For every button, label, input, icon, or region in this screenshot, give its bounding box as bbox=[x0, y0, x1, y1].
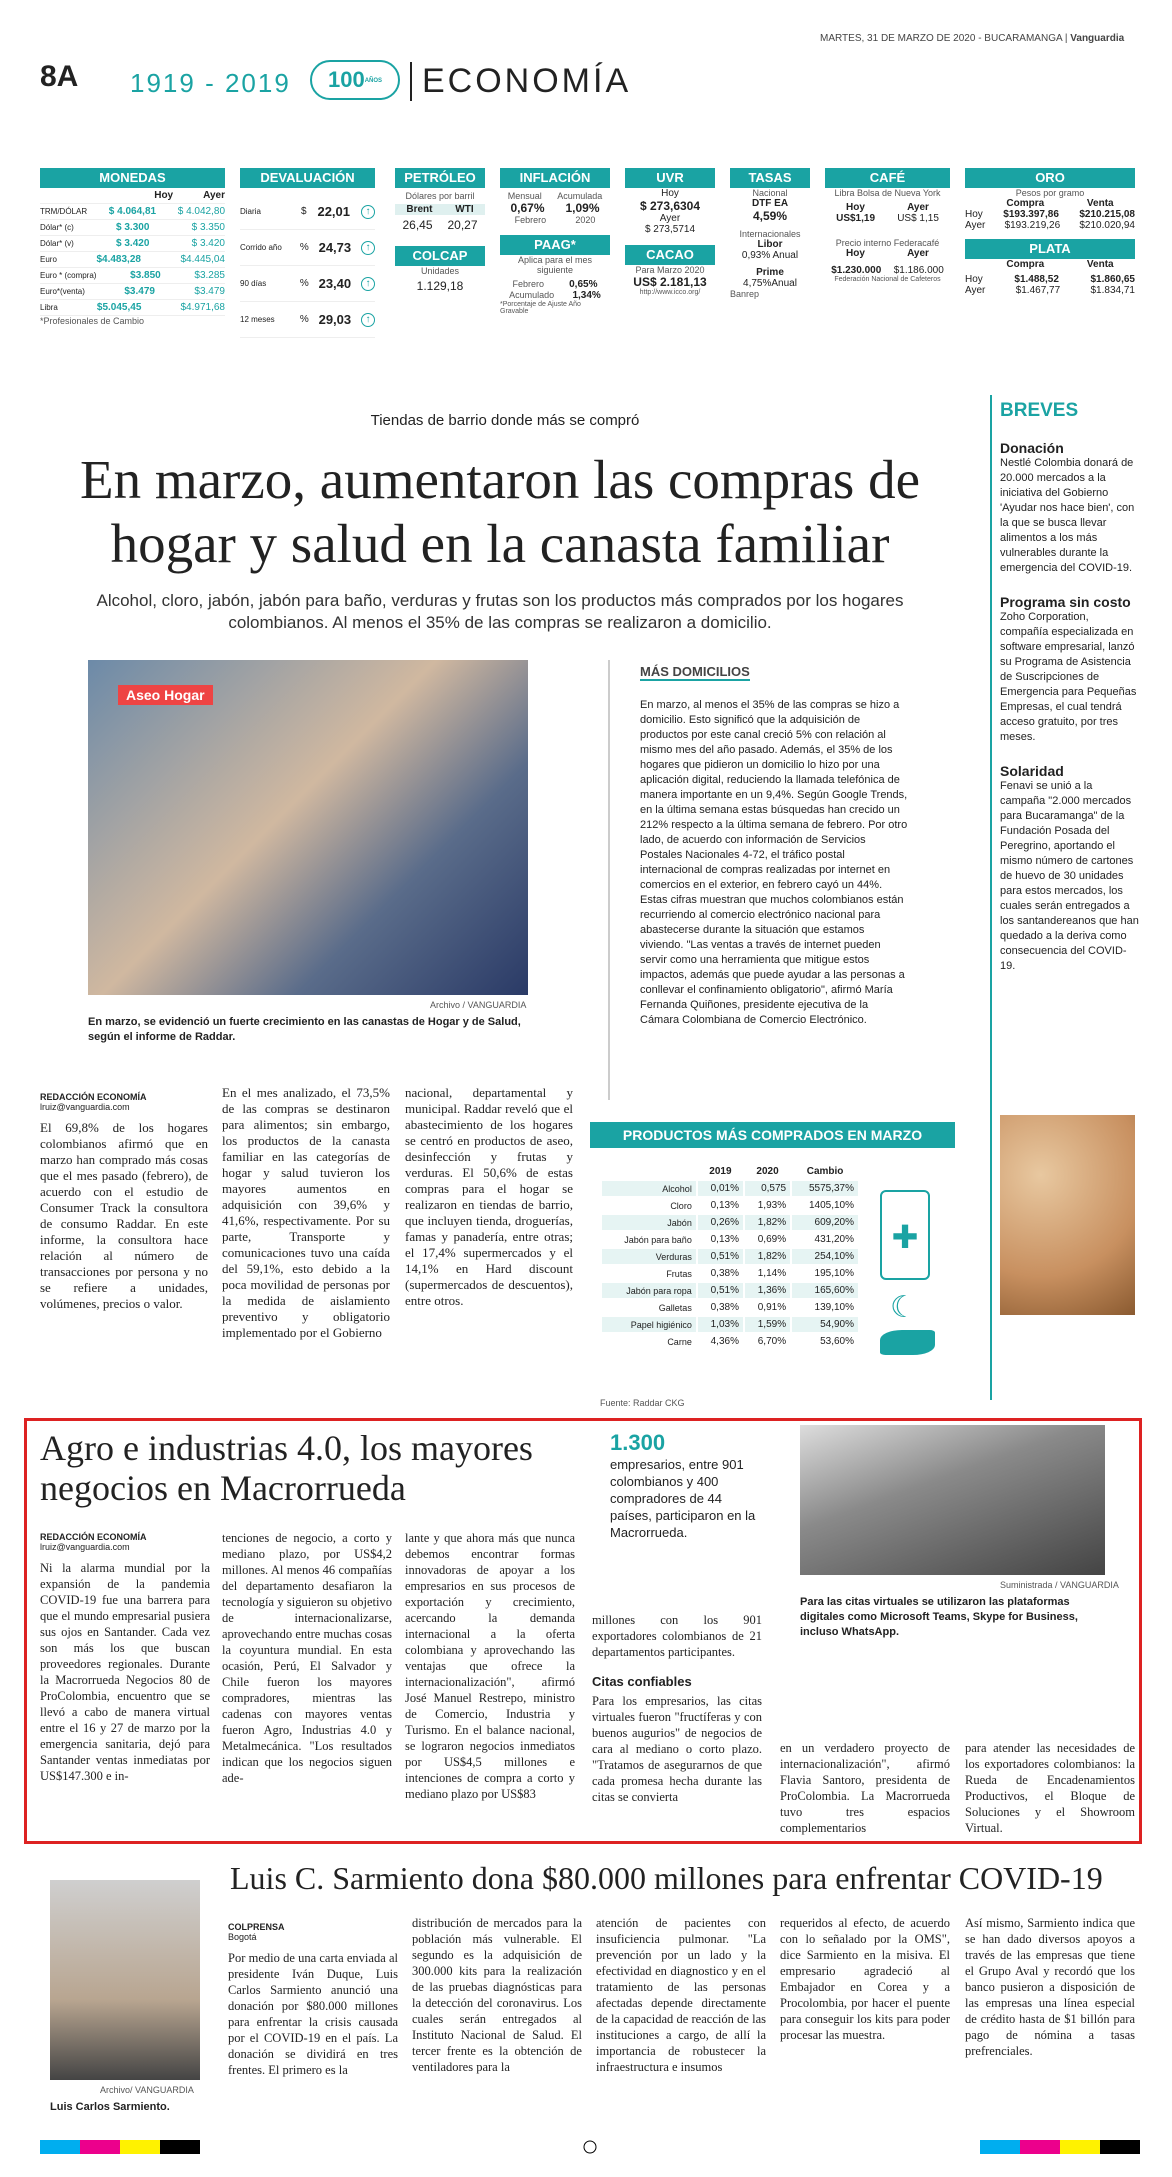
cafe-ayer-label: Ayer bbox=[907, 202, 929, 213]
tasas-sub: Nacional bbox=[752, 188, 788, 198]
deval-value: 22,01 bbox=[317, 204, 351, 219]
products-source: Fuente: Raddar CKG bbox=[600, 1398, 685, 1408]
currency-label: Dólar* (v) bbox=[40, 239, 74, 248]
devaluacion-row bbox=[240, 302, 375, 338]
monedas-row bbox=[40, 220, 225, 236]
currency-hoy: $5.045,45 bbox=[96, 302, 142, 313]
colcap-sub: Unidades bbox=[420, 266, 460, 276]
sarmiento-col-5: Así mismo, Sarmiento indica que se han dado diversos apoyos a través de las empresas que tiene el Grupo Aval y recordó que los banco pusieron a disposición de las empresas una línea especial de crédito hasta de $1 billón para pago de nómina a tasas prefrenciales. bbox=[965, 1916, 1135, 2058]
oro-ayer-venta: $210.020,94 bbox=[1079, 220, 1135, 231]
product-name: Cloro bbox=[670, 1200, 692, 1211]
devaluacion-row bbox=[240, 266, 375, 302]
monedas-title: MONEDAS bbox=[40, 168, 225, 188]
cafe-ayer2: $1.186.000 bbox=[893, 265, 944, 276]
breve-body: Zoho Corporation, compañía especializada en software empresarial, lanzó su Programa de Asistencia de Suscripciones de Emergencia para Pequeñas Empresas, el cual tendrá acceso gratuito, por tres meses. bbox=[1000, 611, 1137, 743]
colcap-title: COLCAP bbox=[395, 246, 485, 266]
product-2019: 1,03% bbox=[710, 1319, 739, 1330]
cafe-hoy-label: Hoy bbox=[846, 202, 865, 213]
paag-sub: Aplica para el mes siguiente bbox=[517, 255, 593, 275]
sarmiento-col-2: distribución de mercados para la población más vulnerable. El segundo es la adquisición de 300.000 kits para la realización de las pruebas diagnósticas para la detección del coronavirus. Los cuales serán entregados al Instituto Nacional de Salud. El tercer frente es la obtención de ventiladores para la bbox=[412, 1916, 582, 2074]
plata-hoy-venta: $1.860,65 bbox=[1090, 274, 1135, 285]
uvr-panel bbox=[625, 168, 715, 296]
currency-ayer: $3.479 bbox=[194, 286, 225, 297]
dtf-value: 4,59% bbox=[752, 209, 788, 223]
macro-col-4a: millones con los 901 exportadores colombianos de 21 departamentos participantes. bbox=[592, 1613, 762, 1659]
paag-r1-value: 0,65% bbox=[569, 279, 598, 290]
devaluacion-rows bbox=[240, 194, 375, 338]
tasas-int-label: Internacionales bbox=[739, 229, 801, 239]
product-2019: 0,51% bbox=[710, 1285, 739, 1296]
section-title: ECONOMÍA bbox=[410, 62, 631, 101]
product-name: Frutas bbox=[666, 1268, 692, 1279]
products-row bbox=[602, 1334, 858, 1349]
currency-hoy: $3.850 bbox=[130, 270, 161, 281]
sarmiento-col-4: requeridos al efecto, de acuerdo con lo señalado por la OMS", dice Sarmiento en la misiva. El empresario agradeció al Embajador en Corea y a Procolombia, por hacer el puente para conseguir los kits para poder procesar las muestra. bbox=[780, 1916, 950, 2042]
product-2019: 4,36% bbox=[710, 1336, 739, 1347]
oro-sub: Pesos por gramo bbox=[1015, 188, 1085, 198]
sarmiento-caption: Luis Carlos Sarmiento. bbox=[50, 2101, 170, 2113]
plata-title: PLATA bbox=[965, 239, 1135, 259]
macro-byline: REDACCIÓN ECONOMÍA lruiz@vanguardia.com bbox=[40, 1532, 147, 1552]
column-rule bbox=[608, 660, 610, 1100]
product-change: 5575,37% bbox=[808, 1183, 854, 1194]
sarmiento-col-1: Por medio de una carta enviada al presidente Iván Duque, Luis Carlos Sarmiento anunció una donación por $80.000 millones para enfrentar la crisis causada por el COVID-19 en el país. La donación se dividirá en tres frentes. El primero es la bbox=[228, 1951, 398, 2077]
tasas-note: Banrep bbox=[730, 289, 760, 299]
product-2020: 0,91% bbox=[757, 1302, 787, 1313]
products-table bbox=[600, 1162, 860, 1351]
currency-label: Euro*(venta) bbox=[40, 287, 85, 296]
product-change: 254,10% bbox=[814, 1251, 854, 1262]
article-headline: En marzo, aumentaron las compras de hogar y salud en la canasta familiar bbox=[80, 449, 920, 574]
oro-ayer-compra: $193.219,26 bbox=[1004, 220, 1061, 231]
monedas-rows bbox=[40, 204, 225, 316]
product-change: 609,20% bbox=[814, 1217, 854, 1228]
product-2019: 0,01% bbox=[710, 1183, 739, 1194]
macro-col-1: Ni la alarma mundial por la expansión de la pandemia COVID-19 fue una barrera para que el mundo empresarial pusiera sus ojos en Santander. Cada vez son más los que buscan proveedores regionales. Durante la Macrorrueda Negocios 80 de ProColombia, encuentro que se llevó a cabo de manera virtual entre el 16 y 27 de marzo por la emergencia sanitaria, dejó para Santander ventas inmediatas por US$147.300 e in- bbox=[40, 1561, 210, 1783]
cafe-sub2: Precio interno Federacafé bbox=[835, 238, 940, 248]
product-2020: 0,575 bbox=[761, 1183, 787, 1194]
product-change: 1405,10% bbox=[808, 1200, 854, 1211]
breve-body: Nestlé Colombia donará de 20.000 mercados a la iniciativa del Gobierno 'Ayudar nos hace bien', con la que se busca llevar alimentos a los más vulnerables durante la emergencia del COVID-19. bbox=[1000, 457, 1135, 574]
paag-title: PAAG* bbox=[500, 235, 610, 255]
macro-photo-credit: Suministrada / VANGUARDIA bbox=[1000, 1580, 1119, 1590]
product-change: 54,90% bbox=[820, 1319, 854, 1330]
products-row bbox=[602, 1215, 858, 1230]
breve-head: Solaridad bbox=[1000, 763, 1064, 779]
stat-text: empresarios, entre 901 colombianos y 400 compradores de 44 países, participaron en la Macrorrueda. bbox=[610, 1457, 756, 1540]
brent-value: 26,45 bbox=[402, 218, 433, 232]
deval-unit: % bbox=[299, 314, 309, 325]
tasas-panel bbox=[730, 168, 810, 299]
deval-value: 29,03 bbox=[318, 312, 352, 327]
up-arrow-icon: ↑ bbox=[361, 277, 375, 291]
dtf-label: DTF EA bbox=[751, 198, 789, 209]
products-row bbox=[602, 1198, 858, 1213]
macrorrueda-stat bbox=[610, 1430, 760, 1541]
deval-unit: $ bbox=[300, 206, 307, 217]
product-2020: 6,70% bbox=[757, 1336, 787, 1347]
page-number: 8A bbox=[40, 60, 79, 93]
paag-r2-value: 1,34% bbox=[572, 290, 601, 301]
store-sign: Aseo Hogar bbox=[118, 685, 213, 705]
currency-hoy: $4.483,28 bbox=[96, 254, 141, 265]
article-byline: REDACCIÓN ECONOMÍA lruiz@vanguardia.com bbox=[40, 1092, 147, 1112]
product-change: 431,20% bbox=[814, 1234, 854, 1245]
product-change: 165,60% bbox=[814, 1285, 854, 1296]
oro-hoy-venta: $210.215,08 bbox=[1079, 209, 1135, 220]
uvr-ayer: $ 273,5714 bbox=[644, 224, 696, 235]
products-row bbox=[602, 1266, 858, 1281]
currency-label: Libra bbox=[40, 303, 58, 312]
photo-credit: Archivo / VANGUARDIA bbox=[430, 1000, 527, 1010]
product-name: Papel higiénico bbox=[630, 1319, 692, 1330]
plata-venta-label: Venta bbox=[1086, 259, 1114, 270]
cacao-sub: Para Marzo 2020 bbox=[635, 265, 705, 275]
products-header: 2020 bbox=[756, 1166, 779, 1177]
cacao-value: US$ 2.181,13 bbox=[633, 275, 707, 289]
monedas-panel bbox=[40, 168, 225, 326]
uvr-hoy: $ 273,6304 bbox=[639, 199, 701, 213]
deval-value: 24,73 bbox=[318, 240, 352, 255]
libor-value: 0,93% Anual bbox=[741, 250, 799, 261]
product-name: Jabón para ropa bbox=[626, 1285, 692, 1296]
supermarket-photo bbox=[88, 660, 528, 995]
products-header bbox=[602, 1164, 696, 1179]
currency-label: Dólar* (c) bbox=[40, 223, 74, 232]
macro-col-5: en un verdadero proyecto de internacionalización", afirmó Flavia Santoro, presidenta de ProColombia. La Macrorrueda tuvo tres espacios complementarios bbox=[780, 1741, 950, 1835]
cacao-note: http://www.icco.org/ bbox=[639, 289, 701, 296]
product-2020: 0,69% bbox=[757, 1234, 787, 1245]
macro-col-3: lante y que ahora más que nunca debemos encontrar formas innovadoras de apoyar a los empresarios en sus procesos de exportación y crecimiento, acercando la demanda internacional a la oferta colombiana y aprovechando las ventajas que ofrece la internacionalización", afirmó José Manuel Restrepo, ministro de Comercio, Industria y Turismo. En el balance nacional, se lograron negocios inmediatos por US$4,5 millones e intenciones de compra a corto y mediano plazo por US$83 bbox=[405, 1531, 575, 1801]
macro-photo-caption: Para las citas virtuales se utilizaron las plataformas digitales como Microsoft Teams, Skype for Business, incluso WhatsApp. bbox=[800, 1596, 1078, 1638]
centenary-logo: 100AÑOS bbox=[310, 60, 400, 100]
product-2019: 0,51% bbox=[710, 1251, 739, 1262]
inflacion-title: INFLACIÓN bbox=[500, 168, 610, 188]
colcap-value: 1.129,18 bbox=[416, 279, 464, 293]
currency-hoy: $ 3.420 bbox=[116, 238, 150, 249]
tasas-title: TASAS bbox=[730, 168, 810, 188]
devaluacion-title: DEVALUACIÓN bbox=[240, 168, 375, 188]
products-title: PRODUCTOS MÁS COMPRADOS EN MARZO bbox=[590, 1122, 955, 1148]
uvr-title: UVR bbox=[625, 168, 715, 188]
photo-caption: En marzo, se evidenció un fuerte crecimiento en las canastas de Hogar y de Salud, según el informe de Raddar. bbox=[88, 1016, 521, 1043]
prime-value: 4,75%Anual bbox=[743, 278, 797, 289]
prime-label: Prime bbox=[756, 267, 784, 278]
currency-ayer: $4.971,68 bbox=[180, 302, 225, 313]
col-hoy: Hoy bbox=[154, 190, 174, 201]
products-row bbox=[602, 1283, 858, 1298]
product-2020: 1,59% bbox=[757, 1319, 787, 1330]
product-name: Verduras bbox=[655, 1251, 692, 1262]
sarmiento-headline: Luis C. Sarmiento dona $80.000 millones para enfrentar COVID-19 bbox=[230, 1860, 1103, 1896]
deval-period: Corrido año bbox=[240, 243, 282, 252]
deval-period: 12 meses bbox=[240, 315, 275, 324]
inflacion-panel bbox=[500, 168, 610, 315]
oro-compra-label: Compra bbox=[1006, 198, 1045, 209]
meat-icon bbox=[880, 1330, 935, 1355]
cafe-note: Federación Nacional de Cafeteros bbox=[834, 276, 941, 283]
col-ayer: Ayer bbox=[203, 190, 225, 201]
article-kicker: Tiendas de barrio donde más se compró bbox=[370, 412, 640, 429]
inflacion-s2: 2020 bbox=[575, 215, 596, 225]
macro-col-6: para atender las necesidades de los exportadores colombianos: la Rueda de Encadenamientos Productivos, el Bloque de Soluciones y el Showroom Virtual. bbox=[965, 1741, 1135, 1835]
macrorrueda-headline: Agro e industrias 4.0, los mayores negocios en Macrorrueda bbox=[40, 1428, 533, 1508]
banana-icon: ☾ bbox=[890, 1291, 917, 1324]
breve-head: Programa sin costo bbox=[1000, 594, 1131, 610]
up-arrow-icon: ↑ bbox=[361, 313, 375, 327]
macro-col-4 bbox=[592, 1612, 762, 1805]
currency-ayer: $ 3.420 bbox=[191, 238, 225, 249]
uvr-hoy-label: Hoy bbox=[661, 188, 679, 199]
paag-r2-label: Acumulado bbox=[509, 290, 555, 300]
product-2019: 0,38% bbox=[710, 1302, 739, 1313]
product-name: Jabón bbox=[667, 1217, 692, 1228]
up-arrow-icon: ↑ bbox=[361, 241, 375, 255]
monedas-row bbox=[40, 204, 225, 220]
products-row bbox=[602, 1317, 858, 1332]
cafe-hoy2: $1.230.000 bbox=[831, 265, 882, 276]
monedas-row bbox=[40, 236, 225, 252]
domicilios-body: En marzo, al menos el 35% de las compras se hizo a domicilio. Esto significó que la adquisición de productos por este canal creció 5% con relación al mismo mes del año pasado. Además, el 35% de los hogares que pidieron un domicilio lo hizo por una aplicación digital, reduciendo la llamada telefónica de manera importante en un 9,4%. Según Google Trends, en la última semana estas búsquedas han crecido un 212% respecto a la última semana de febrero. Por otro lado, de acuerdo con información de Servicios Postales Nacionales 4-72, el tráfico postal internacional de compras realizadas por internet en comercios en el exterior, en febrero cayó un 44%. Estas cifras muestran que muchos colombianos están recurriendo al comercio electrónico nacional para abastecerse durante la situación que estamos viviendo. "Las ventas a través de internet pueden servir como una herramienta que mitigue estos impactos, además que puede ayudar a las personas a conllevar el confinamiento obligatorio", afirmó María Fernanda Quiñones, presidente ejecutiva de la Cámara Colombiana de Comercio Electrónico. bbox=[640, 699, 908, 1026]
breves-title: BREVES bbox=[1000, 400, 1079, 421]
product-2020: 1,82% bbox=[757, 1251, 787, 1262]
paag-r1-label: Febrero bbox=[512, 279, 545, 289]
oro-panel bbox=[965, 168, 1135, 296]
oro-hoy-label: Hoy bbox=[965, 209, 983, 220]
monedas-row bbox=[40, 284, 225, 300]
oro-title: ORO bbox=[965, 168, 1135, 188]
issue-date: MARTES, 31 DE MARZO DE 2020 - BUCARAMANGA | Vanguardia bbox=[820, 33, 1125, 44]
product-name: Galletas bbox=[658, 1302, 692, 1313]
monedas-note: *Profesionales de Cambio bbox=[40, 316, 145, 326]
inflacion-mensual: 0,67% bbox=[510, 201, 545, 215]
petroleo-sub: Dólares por barril bbox=[405, 191, 475, 201]
currency-hoy: $ 3.300 bbox=[116, 222, 150, 233]
product-2020: 1,36% bbox=[757, 1285, 787, 1296]
currency-label: TRM/DÓLAR bbox=[40, 207, 88, 216]
breve-body: Fenavi se unió a la campaña "2.000 mercados para Bucaramanga" de la Fundación Posada del Peregrino, aportando el mismo número de cartones de huevo de 30 unidades para estos mercados, los cuales serán entregados a los santandereanos que han quedado a la deriva como consecuencia del COVID-19. bbox=[1000, 780, 1139, 972]
cafe-ayer: US$ 1,15 bbox=[897, 213, 939, 224]
deval-period: 90 días bbox=[240, 279, 267, 288]
deval-unit: % bbox=[299, 242, 309, 253]
spray-bottle-icon: ✚ bbox=[880, 1190, 930, 1280]
domicilios-title: MÁS DOMICILIOS bbox=[640, 664, 750, 679]
product-name: Carne bbox=[667, 1336, 692, 1347]
inflacion-col2: Acumulada bbox=[557, 191, 603, 201]
plata-ayer-venta: $1.834,71 bbox=[1090, 285, 1135, 296]
article-col-1: El 69,8% de los hogares colombianos afirmó que en marzo han comprado más cosas que el mes pasado (febrero), de acuerdo con el estudio de Consumer Track la consultora de consumo Raddar. En este informe, la consultora hace relación al número de transacciones por persona y no se refiere a unidades, volúmenes, precios o valor. bbox=[40, 1120, 208, 1311]
brent-label: Brent bbox=[406, 204, 433, 215]
petroleo-panel bbox=[395, 168, 485, 293]
eggs-photo bbox=[1000, 1115, 1135, 1315]
product-change: 53,60% bbox=[820, 1336, 854, 1347]
deval-value: 23,40 bbox=[318, 276, 352, 291]
product-2019: 0,26% bbox=[710, 1217, 739, 1228]
products-header: Cambio bbox=[806, 1166, 844, 1177]
plata-ayer-compra: $1.467,77 bbox=[1015, 285, 1061, 296]
wti-label: WTI bbox=[455, 204, 474, 215]
currency-ayer: $4.445,04 bbox=[180, 254, 225, 265]
monedas-row bbox=[40, 252, 225, 268]
product-2020: 1,82% bbox=[757, 1217, 787, 1228]
inflacion-acumulada: 1,09% bbox=[565, 201, 600, 215]
products-row bbox=[602, 1300, 858, 1315]
product-2019: 0,38% bbox=[710, 1268, 739, 1279]
sarmiento-photo-credit: Archivo/ VANGUARDIA bbox=[100, 2085, 194, 2095]
currency-label: Euro bbox=[40, 255, 57, 264]
brand-logo: Vanguardia bbox=[1070, 33, 1125, 44]
monedas-row bbox=[40, 300, 225, 316]
plata-hoy-label: Hoy bbox=[965, 274, 983, 285]
product-change: 195,10% bbox=[814, 1268, 854, 1279]
virtual-meeting-photo bbox=[800, 1425, 1105, 1575]
wti-value: 20,27 bbox=[447, 218, 478, 232]
cacao-title: CACAO bbox=[625, 245, 715, 265]
plata-ayer-label: Ayer bbox=[965, 285, 986, 296]
currency-ayer: $ 3.350 bbox=[191, 222, 225, 233]
oro-hoy-compra: $193.397,86 bbox=[1003, 209, 1059, 220]
product-2020: 1,93% bbox=[757, 1200, 787, 1211]
devaluacion-row bbox=[240, 194, 375, 230]
article-col-3: nacional, departamental y municipal. Raddar reveló que el abastecimiento de los hogares se centró en productos de aseo, desinfección y frutas y verduras. El 50,6% de estas compras para el hogar se realizaron en tiendas de barrio, que incluyen tienda, droguerías, famas y panadería, entre otras; el 17,4% supermercados y el 14,1% en Hard discount (supermercados de descuentos), entre otros. bbox=[405, 1085, 573, 1308]
product-name: Jabón para baño bbox=[624, 1234, 692, 1245]
petroleo-title: PETRÓLEO bbox=[395, 168, 485, 188]
inflacion-col1: Mensual bbox=[507, 191, 542, 201]
stat-number: 1.300 bbox=[610, 1430, 666, 1455]
macro-subhead: Citas confiables bbox=[592, 1674, 692, 1689]
macro-col-2: tenciones de negocio, a corto y mediano plazo, por US$4,2 millones. Al menos 46 compañías del departamento desafiaron la tecnología y siguieron su objetivo de internacionalizarse, aprovechando entre muchas cosas la coyuntura mundial. En esta ocasión, Perú, El Salvador y Chile fueron los mayores compradores, mientras las cadenas con mayores ventas fueron Agro, Industrias 4.0 y Metalmecánica. "Los resultados indican que los negocios siguen ade- bbox=[222, 1531, 392, 1785]
paag-note: *Porcentaje de Ajuste Año Gravable bbox=[500, 301, 581, 315]
article-col-2: En el mes analizado, el 73,5% de las compras se destinaron para alimentos; sin embargo, los productos de la canasta familiar en las categorías de hogar y salud tuvieron los mayores aumentos en adquisición con 39,6% y 41,6%, respectivamente. Por su parte, Transporte y comunicaciones tuvo una caída del 59,1%, esto debido a la poca movilidad de personas por la medida de aislamiento preventivo y obligatorio implementado por el Gobierno bbox=[222, 1085, 390, 1340]
monedas-row bbox=[40, 268, 225, 284]
devaluacion-row bbox=[240, 230, 375, 266]
sarmiento-portrait bbox=[50, 1880, 200, 2080]
currency-ayer: $3.285 bbox=[194, 270, 225, 281]
oro-ayer-label: Ayer bbox=[965, 220, 986, 231]
devaluacion-panel bbox=[240, 168, 375, 338]
print-color-bar bbox=[40, 2140, 1140, 2154]
breves-list bbox=[1000, 440, 1140, 974]
cafe-sub: Libra Bolsa de Nueva York bbox=[834, 188, 941, 198]
products-header: 2019 bbox=[709, 1166, 732, 1177]
plata-compra-label: Compra bbox=[1006, 259, 1045, 270]
currency-hoy: $3.479 bbox=[124, 286, 155, 297]
inflacion-s1: Febrero bbox=[514, 215, 547, 225]
deval-unit: % bbox=[299, 278, 309, 289]
products-row bbox=[602, 1181, 858, 1196]
article-deck: Alcohol, cloro, jabón, jabón para baño, verduras y frutas son los productos más comprados por los hogares colombianos. Al menos el 35% de las compras se realizaron a domicilio. bbox=[96, 591, 904, 632]
libor-label: Libor bbox=[757, 239, 783, 250]
currency-ayer: $ 4.042,80 bbox=[177, 206, 225, 217]
plata-hoy-compra: $1.488,52 bbox=[1014, 274, 1059, 285]
oro-venta-label: Venta bbox=[1086, 198, 1114, 209]
deval-period: Diaria bbox=[240, 207, 261, 216]
product-2020: 1,14% bbox=[757, 1268, 787, 1279]
sarmiento-col-3: atención de pacientes con insuficiencia pulmonar. "La prevención por un lado y la efectividad en diagnostico y en el tratamiento de las personas afectadas depende directamente de la capacidad de reacción de las instituciones a cargo, de allí la importancia de robustecer la infraestructura e insumos bbox=[596, 1916, 766, 2074]
currency-label: Euro * (compra) bbox=[40, 271, 97, 280]
product-2019: 0,13% bbox=[710, 1200, 739, 1211]
cafe-hoy: US$1,19 bbox=[836, 213, 876, 224]
uvr-ayer-label: Ayer bbox=[659, 213, 681, 224]
macro-col-4b: Para los empresarios, las citas virtuales fueron "fructíferas y con buenos augurios" de negocios de cara al mediano o corto plazo. "Tratamos de asegurarnos de que cada promesa hecha durante las citas se convierta bbox=[592, 1694, 762, 1804]
products-row bbox=[602, 1232, 858, 1247]
breves-rule bbox=[990, 395, 992, 1400]
cafe-ayer2-label: Ayer bbox=[907, 248, 929, 259]
cafe-panel bbox=[825, 168, 950, 283]
sarmiento-byline: COLPRENSA Bogotá bbox=[228, 1922, 285, 1942]
currency-hoy: $ 4.064,81 bbox=[108, 206, 157, 217]
product-change: 139,10% bbox=[814, 1302, 854, 1313]
product-2019: 0,13% bbox=[710, 1234, 739, 1245]
cafe-title: CAFÉ bbox=[825, 168, 950, 188]
breve-head: Donación bbox=[1000, 440, 1064, 456]
anniversary-years: 1919 - 2019 bbox=[130, 68, 291, 98]
product-name: Alcohol bbox=[662, 1183, 692, 1194]
up-arrow-icon: ↑ bbox=[361, 205, 375, 219]
products-row bbox=[602, 1249, 858, 1264]
cafe-hoy2-label: Hoy bbox=[846, 248, 865, 259]
